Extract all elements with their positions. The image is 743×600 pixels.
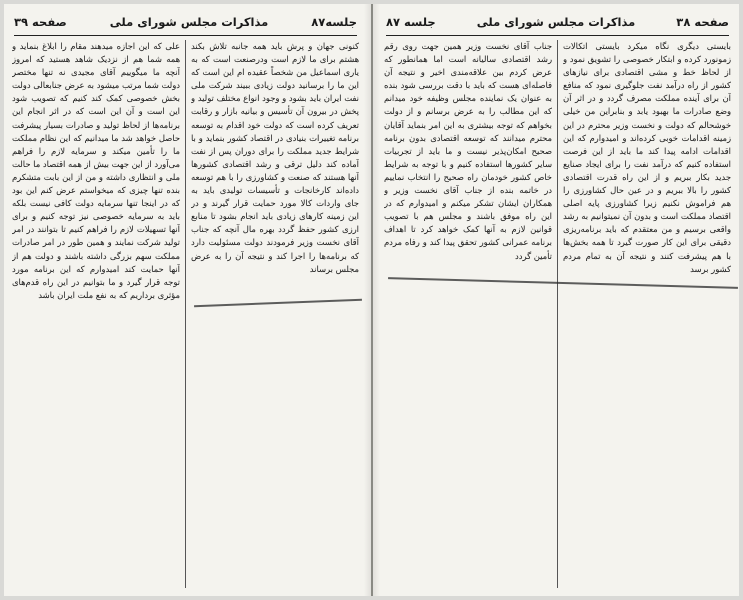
text-columns xyxy=(384,40,731,588)
session-label: جلسه ۸۷ xyxy=(386,15,436,29)
paragraph: بایستی دیگری نگاه میکرد بایستی اتکالات زمونورد کرده و ابتکار خصوصی را تشویق نمود و از لحاظ خط و مشی اقتصادی برای نیازهای کشور از راه درآمد نفت جلوگیری نمود که منافع آن برای آینده مملکت مصرف گردد و در اثر آن وضع صادرات ما بهبود یابد و بنابراین من خیلی خوشحالم که دولت و نخست وزیر محترم در این زمینه اقدامات خوبی کرده‌اند و امیدوارم که این اقدامات ادامه پیدا کند ما باید از این فرصت استفاده کنیم که درآمد نفت را برای ایجاد صنایع جدید بکار ببریم و از این راه قدرت اقتصادی کشور را بالا ببریم و در عین حال کشاورزی را هم فراموش نکنیم زیرا کشاورزی پایه اصلی اقتصاد مملکت است و بدون آن نمیتوانیم به رشد واقعی برسیم و من معتقدم که باید برنامه‌ریزی دقیقی برای این کار صورت گیرد تا همه بخش‌ها با هم پیشرفت کنند و نتیجه آن به تمام مردم کشور برسد xyxy=(563,41,731,274)
text-column-left xyxy=(384,40,552,588)
page-number: صفحه ۳۸ xyxy=(676,15,729,29)
paragraph: کنونی جهان و پرش باید همه جانبه تلاش بکند هشتم برای ما لازم است ودرصنعت است که به یاری اسماعیل من شخصاً عقیده ام این است که این ما را برسانید دولت زیادی ببیند شرکت ملی نفت ایران باید بشود و وجود انواع مختلف تولید و پخش در بیرون آن تأسیس و بیانیه بازار و رقابت تعریف کرده است که دولت خود اقدام به توسعه برنامه تغییرات بنیادی در اقتصاد کشور بنماید و با شرایط جدید مملکت را برای دوران پس از نفت آماده کند دلیل ترقی و رشد اقتصادی کشورها آنها هستند که صنعت و کشاورزی را با هم توسعه داده‌اند کارخانجات و تأسیسات تولیدی باید به جای واردات کالا مورد حمایت قرار گیرند و در این زمینه کارهای زیادی باید انجام بشود تا منابع ارزی کشور حفظ گردد بهره‌ مال آنچه که جناب آقای نخست وزیر فرمودند دولت مسئولیت دارد که برنامه‌ها را اجرا کند و نتیجه آن را به عرض مجلس برساند xyxy=(191,41,359,274)
text-column-right xyxy=(191,40,359,588)
column-divider xyxy=(185,40,186,588)
document-spread xyxy=(4,4,739,596)
page-title: مذاکرات مجلس شورای ملی xyxy=(109,15,269,29)
paragraph: علی که این اجازه میدهند مقام را ابلاغ بنماید و همه شما هم از نزدیک شاهد هستید که امروز آنچه ما میگوییم آقای مجیدی نه تنها مختصر دولت شما مرتب میشود به عرض جنابعالی دولت بخش خصوصی کمک کند کنیم که تصویب شود این است و آن این است که در اثر انجام این برنامه‌ها از لحاظ تولید و صادرات بسیار پیشرفت حاصل خواهد شد ما میدانیم که این نظام مملکت ما را تأمین میکند و سرمایه لازم را فراهم می‌آورد از این جهت بیش از همه اقتصاد ما حالت ملی و انتظاری داشته و من از این بابت متشکرم بنده تنها چیزی که میخواستم عرض کنم این بود که در اینجا تنها سرمایه دولت کافی نیست بلکه باید به سرمایه خصوصی نیز توجه کنیم و برای آنها تسهیلات لازم را فراهم کنیم تا بتوانند در امر تولید شرکت نمایند و همین طور در امر صادرات مملکت سهم بزرگی داشته باشند و دولت هم از آنها حمایت کند امیدوارم که این برنامه مورد توجه قرار گیرد و ما بتوانیم در این راه قدم‌های مؤثری برداریم که به نفع ملت ایران باشد xyxy=(12,41,180,300)
text-columns xyxy=(12,40,359,588)
text-column-right xyxy=(563,40,731,588)
page-39 xyxy=(4,4,367,596)
header-rule xyxy=(14,35,357,37)
page-title: مذاکرات مجلس شورای ملی xyxy=(476,15,636,29)
header-rule xyxy=(386,35,729,37)
page-number: صفحه ۳۹ xyxy=(14,15,67,29)
paragraph: جناب آقای نخست وزیر همین جهت روی رقم رشد اقتصادی سالیانه است اما همانطور که عرض کردم بین علاقه‌مندی اخیر و نتیجه آن فاصله‌ای هست که باید با دقت بررسی شود بنده به عنوان یک نماینده مجلس وظیفه خود میدانم که این مطالب را به عرض برسانم و از دولت بخواهم که توجه بیشتری به این امر بنماید آقایان محترم میدانند که توسعه اقتصادی بدون برنامه صحیح امکان‌پذیر نیست و ما باید از تجربیات سایر کشورها استفاده کنیم و با توجه به شرایط خاص کشور خودمان راه صحیح را انتخاب نماییم در خاتمه بنده از جناب آقای نخست وزیر و همکاران ایشان تشکر میکنم و امیدوارم که در این راه موفق باشند و مجلس هم با تصویب قوانین لازم به آنها کمک خواهد کرد تا اهداف برنامه عمرانی کشور تحقق پیدا کند و رفاه مردم تأمین گردد xyxy=(384,41,552,261)
binding-gutter xyxy=(371,4,373,596)
column-divider xyxy=(557,40,558,588)
text-column-left xyxy=(12,40,180,588)
session-label: جلسه۸۷ xyxy=(311,15,357,29)
page-header xyxy=(386,10,729,34)
page-38 xyxy=(376,4,739,596)
page-header xyxy=(14,10,357,34)
